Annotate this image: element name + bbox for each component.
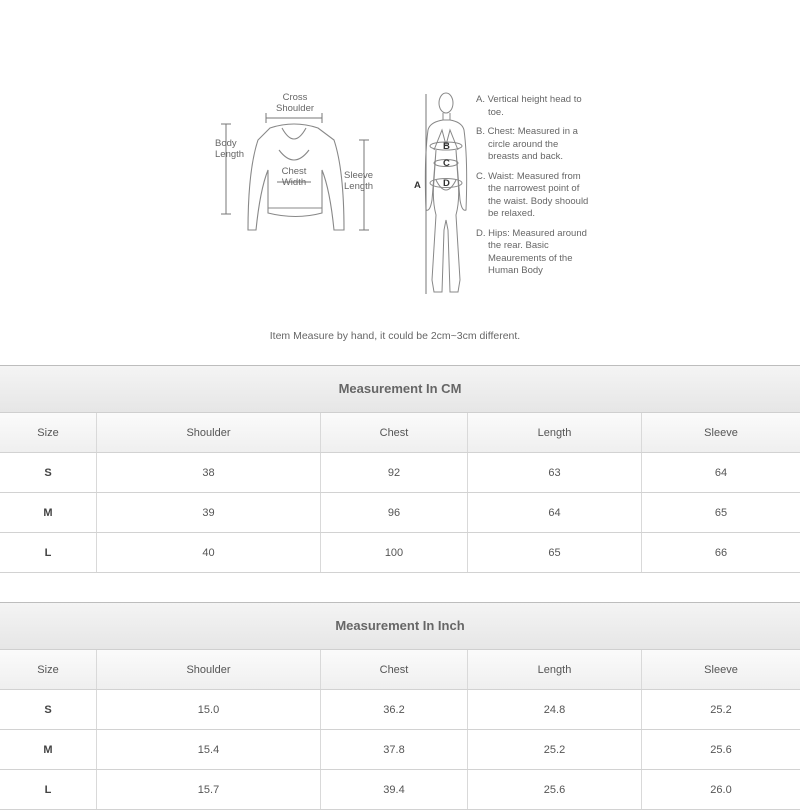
marker-c: C (443, 158, 450, 169)
measurement-note: Item Measure by hand, it could be 2cm~3cm different. (269, 330, 521, 342)
header-sleeve: Sleeve (704, 426, 738, 439)
cell-shoulder: 15.0 (97, 690, 321, 729)
table-inch (0, 602, 800, 810)
cell-length: 25.2 (468, 730, 642, 769)
cell-chest: 39.4 (321, 770, 468, 809)
cell-chest: 100 (321, 533, 468, 572)
table-cm-title: Measurement In CM (0, 366, 800, 413)
table-cm-header-row (0, 413, 800, 453)
header-sleeve: Sleeve (704, 663, 738, 676)
header-size: Size (0, 413, 97, 452)
chest-width-label: Chest Width (281, 166, 307, 188)
marker-d: D (443, 178, 450, 189)
cell-chest: 92 (321, 453, 468, 492)
cell-length: 65 (468, 533, 642, 572)
cell-chest: 37.8 (321, 730, 468, 769)
table-inch-header-row (0, 650, 800, 690)
table-row (0, 453, 800, 493)
cell-sleeve: 66 (714, 546, 728, 559)
cell-shoulder: 39 (97, 493, 321, 532)
marker-a: A (414, 180, 421, 191)
cell-length: 63 (468, 453, 642, 492)
body-length-label: Body Length (215, 138, 245, 160)
cell-sleeve: 26.0 (710, 783, 732, 796)
header-length: Length (468, 650, 642, 689)
cell-size: S (0, 690, 97, 729)
cell-sleeve: 65 (714, 506, 728, 519)
cell-sleeve: 25.6 (710, 743, 732, 756)
table-row (0, 730, 800, 770)
cell-shoulder: 15.4 (97, 730, 321, 769)
cell-length: 25.6 (468, 770, 642, 809)
header-size: Size (0, 650, 97, 689)
table-row (0, 770, 800, 810)
cell-size: M (0, 493, 97, 532)
header-shoulder: Shoulder (97, 413, 321, 452)
size-diagram-area (0, 0, 800, 360)
cell-size: M (0, 730, 97, 769)
cell-shoulder: 15.7 (97, 770, 321, 809)
diagram-drawings (0, 0, 800, 360)
cell-size: S (0, 453, 97, 492)
cell-sleeve: 25.2 (710, 703, 732, 716)
cell-shoulder: 38 (97, 453, 321, 492)
sleeve-length-label: Sleeve Length (344, 170, 374, 192)
cell-length: 64 (468, 493, 642, 532)
marker-b: B (443, 141, 450, 152)
measurement-legend (476, 94, 590, 278)
legend-item-b: B. Chest: Measured in a circle around the breasts and back. (476, 126, 578, 162)
table-inch-title: Measurement In Inch (0, 603, 800, 650)
table-row (0, 493, 800, 533)
header-chest: Chest (321, 650, 468, 689)
legend-item-c: C. Waist: Measured from the narrowest point of the waist. Body shoould be relaxed. (476, 170, 589, 219)
cell-length: 24.8 (468, 690, 642, 729)
table-cm (0, 365, 800, 573)
cell-chest: 36.2 (321, 690, 468, 729)
cross-shoulder-label: Cross Shoulder (275, 92, 315, 114)
legend-item-d: D. Hips: Measured around the rear. Basic Meaurements of the Human Body (476, 227, 587, 276)
human-body-sketch (425, 93, 466, 292)
header-shoulder: Shoulder (97, 650, 321, 689)
cell-size: L (0, 533, 97, 572)
cell-size: L (0, 770, 97, 809)
cell-chest: 96 (321, 493, 468, 532)
cell-shoulder: 40 (97, 533, 321, 572)
table-row (0, 690, 800, 730)
legend-item-a: A. Vertical height head to toe. (476, 94, 582, 118)
header-chest: Chest (321, 413, 468, 452)
table-row (0, 533, 800, 573)
header-length: Length (468, 413, 642, 452)
cell-sleeve: 64 (714, 466, 728, 479)
